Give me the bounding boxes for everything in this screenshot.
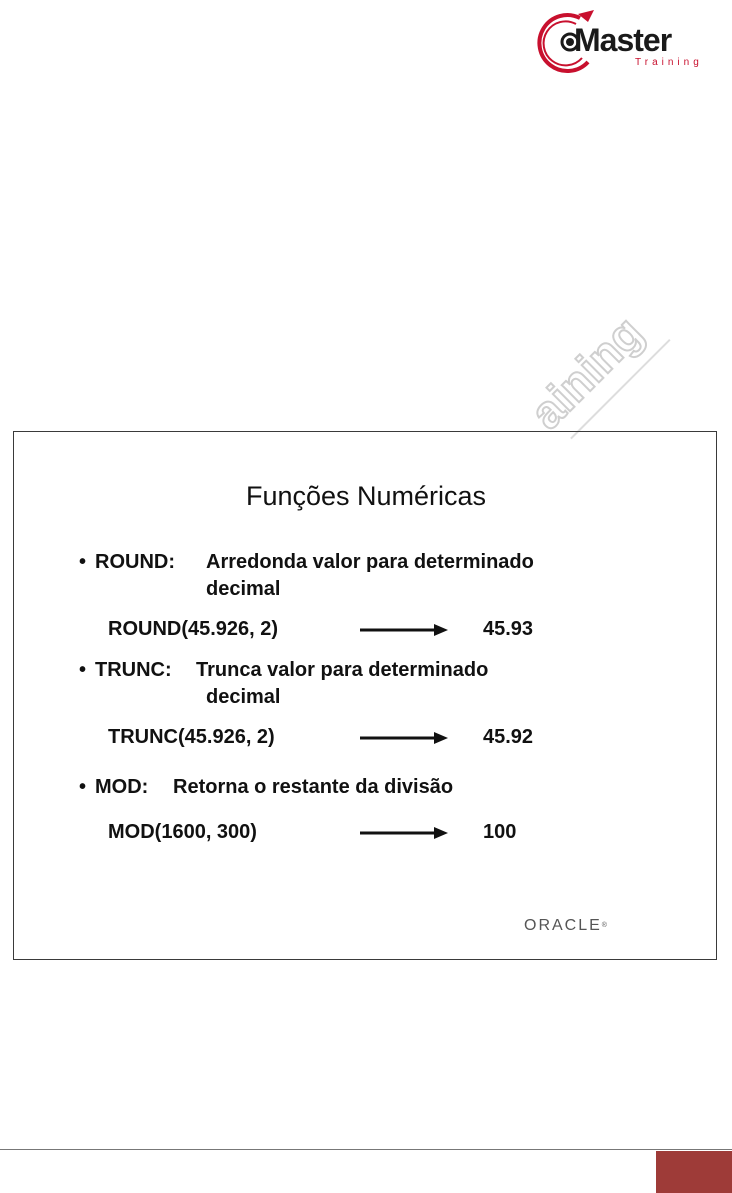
slide-frame — [13, 431, 717, 960]
oracle-logo — [524, 917, 607, 935]
trunc-description-line2: decimal — [206, 686, 281, 708]
bullet-trunc — [79, 658, 172, 682]
slide-title: Funções Numéricas — [245, 481, 487, 511]
round-result: 45.93 — [483, 618, 534, 640]
trunc-description-line1: Trunca valor para determinado — [196, 659, 489, 681]
oracle-logo-text: ORACLE — [524, 917, 602, 934]
trunc-example: TRUNC(45.926, 2) — [108, 726, 275, 748]
master-training-logo — [532, 10, 722, 76]
round-description-line1: Arredonda valor para determinado — [206, 551, 534, 573]
trunc-result: 45.92 — [483, 726, 534, 748]
logo-brand-text: Master — [574, 22, 672, 58]
oracle-registered-mark: ® — [601, 922, 607, 929]
bullet-marker: • — [79, 551, 87, 573]
arrow-right-icon — [360, 731, 448, 745]
page-number-box — [656, 1151, 732, 1193]
round-keyword: ROUND: — [95, 551, 175, 573]
watermark-stamp-icon — [470, 300, 700, 450]
arrow-right-icon — [360, 826, 448, 840]
trunc-keyword: TRUNC: — [95, 659, 172, 681]
mod-result: 100 — [483, 821, 517, 843]
mod-description: Retorna o restante da divisão — [173, 776, 454, 798]
logo-tagline: Training — [635, 57, 703, 68]
mod-example: MOD(1600, 300) — [108, 821, 257, 843]
svg-text:aining: aining — [519, 306, 653, 439]
bullet-marker: • — [79, 776, 87, 798]
bullet-marker: • — [79, 659, 87, 681]
footer-divider — [0, 1149, 732, 1150]
mod-keyword: MOD: — [95, 776, 149, 798]
bullet-round — [79, 550, 175, 574]
bullet-mod — [79, 775, 148, 799]
round-example: ROUND(45.926, 2) — [108, 618, 279, 640]
arrow-right-icon — [360, 623, 448, 637]
round-description-line2: decimal — [206, 578, 281, 600]
